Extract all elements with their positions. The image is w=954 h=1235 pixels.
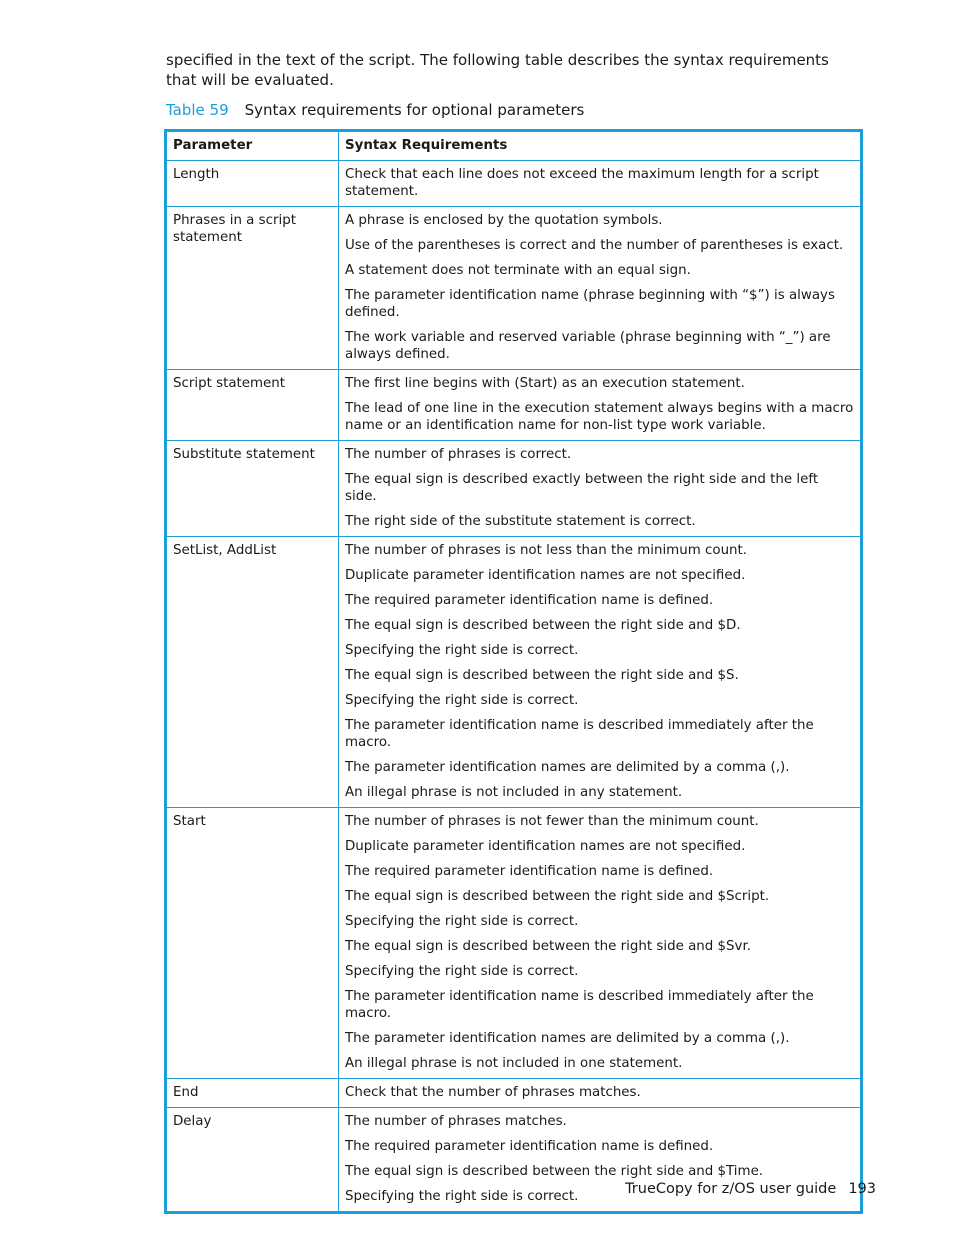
- requirement-item: Duplicate parameter identification names are not specified.: [345, 568, 746, 583]
- intro-paragraph: specified in the text of the script. The following table describes the syntax requirements that will be evaluated.: [166, 51, 829, 89]
- page-number: 193: [848, 1181, 876, 1197]
- table-row: [166, 161, 862, 207]
- requirement-item: An illegal phrase is not included in one statement.: [345, 1056, 683, 1071]
- requirement-item: The equal sign is described between the right side and $Script.: [345, 889, 770, 904]
- requirements-cell: [339, 537, 862, 808]
- requirement-item: The parameter identification names are delimited by a comma (,).: [345, 760, 790, 775]
- requirement-item: The parameter identification name is described immediately after the macro.: [345, 989, 814, 1021]
- parameter-cell: SetList, AddList: [166, 537, 339, 808]
- requirements-cell: [339, 808, 862, 1079]
- requirements-cell: [339, 370, 862, 441]
- requirement-item: The lead of one line in the execution statement always begins with a macro name or an identification name for non-list type work variable.: [345, 401, 854, 433]
- page-footer: [600, 1179, 876, 1199]
- requirement-item: The required parameter identification name is defined.: [345, 864, 714, 879]
- table-body: [166, 161, 862, 1213]
- table-row: [166, 808, 862, 1079]
- requirement-item: Use of the parentheses is correct and the number of parentheses is exact.: [345, 238, 844, 253]
- requirement-item: A statement does not terminate with an equal sign.: [345, 263, 691, 278]
- requirement-item: Duplicate parameter identification names are not specified.: [345, 839, 746, 854]
- requirement-item: The number of phrases is not less than the minimum count.: [345, 543, 748, 558]
- requirement-item: Check that the number of phrases matches.: [345, 1085, 641, 1100]
- requirement-item: Specifying the right side is correct.: [345, 1189, 579, 1204]
- requirement-item: The parameter identification names are delimited by a comma (,).: [345, 1031, 790, 1046]
- requirements-cell: [339, 1079, 862, 1108]
- requirement-item: Specifying the right side is correct.: [345, 914, 579, 929]
- requirement-item: The number of phrases is correct.: [345, 447, 572, 462]
- requirement-item: The parameter identification name (phrase beginning with “$”) is always defined.: [345, 288, 835, 320]
- table-header-row: [166, 131, 862, 161]
- requirement-item: The number of phrases is not fewer than the minimum count.: [345, 814, 759, 829]
- parameter-cell: End: [166, 1079, 339, 1108]
- requirement-item: A phrase is enclosed by the quotation symbols.: [345, 213, 663, 228]
- parameter-cell: Length: [166, 161, 339, 207]
- requirement-item: The equal sign is described exactly between the right side and the left side.: [345, 472, 819, 504]
- requirement-item: The equal sign is described between the right side and $Time.: [345, 1164, 764, 1179]
- requirement-item: The required parameter identification name is defined.: [345, 1139, 714, 1154]
- requirement-item: The equal sign is described between the right side and $D.: [345, 618, 741, 633]
- table-row: [166, 537, 862, 808]
- footer-title: TrueCopy for z/OS user guide: [625, 1181, 837, 1197]
- table-row: [166, 1079, 862, 1108]
- requirement-item: Specifying the right side is correct.: [345, 643, 579, 658]
- requirements-cell: [339, 441, 862, 537]
- requirement-item: The equal sign is described between the right side and $S.: [345, 668, 739, 683]
- requirement-item: The equal sign is described between the right side and $Svr.: [345, 939, 751, 954]
- column-header-syntax-requirements: Syntax Requirements: [339, 131, 862, 161]
- requirement-item: The first line begins with (Start) as an execution statement.: [345, 376, 745, 391]
- table-number: Table 59: [166, 101, 229, 119]
- column-header-parameter: Parameter: [166, 131, 339, 161]
- requirement-item: The right side of the substitute statement is correct.: [345, 514, 696, 529]
- table-row: [166, 441, 862, 537]
- parameter-cell: Delay: [166, 1108, 339, 1213]
- parameter-cell: Phrases in a script statement: [166, 207, 339, 370]
- table-caption: [166, 100, 584, 120]
- table-row: [166, 207, 862, 370]
- parameter-cell: Start: [166, 808, 339, 1079]
- requirement-item: Specifying the right side is correct.: [345, 964, 579, 979]
- table-title: Syntax requirements for optional parameters: [244, 101, 585, 119]
- requirements-cell: [339, 207, 862, 370]
- requirement-item: Specifying the right side is correct.: [345, 693, 579, 708]
- requirement-item: The parameter identification name is described immediately after the macro.: [345, 718, 814, 750]
- requirement-item: The number of phrases matches.: [345, 1114, 567, 1129]
- syntax-requirements-table: [164, 129, 863, 1214]
- parameter-cell: Script statement: [166, 370, 339, 441]
- requirement-item: An illegal phrase is not included in any statement.: [345, 785, 683, 800]
- requirement-item: Check that each line does not exceed the maximum length for a script statement.: [345, 167, 819, 199]
- requirement-item: The required parameter identification name is defined.: [345, 593, 714, 608]
- table-row: [166, 370, 862, 441]
- requirements-cell: [339, 161, 862, 207]
- requirement-item: The work variable and reserved variable (phrase beginning with “_”) are always defined.: [345, 330, 831, 362]
- parameter-cell: Substitute statement: [166, 441, 339, 537]
